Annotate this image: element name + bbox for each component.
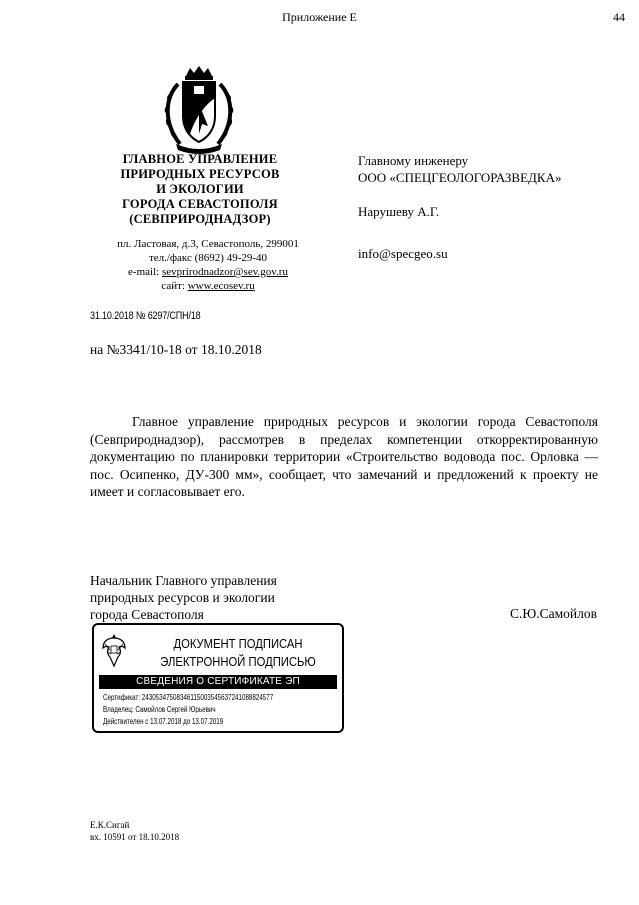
esign-title: ДОКУМЕНТ ПОДПИСАН [173, 637, 303, 651]
esign-owner: Владелец: Самойлов Сергей Юрьевич [103, 705, 216, 714]
org-site-label: сайт: [161, 280, 188, 292]
esign-validity: Действителен с 13.07.2018 до 13.07.2019 [103, 717, 224, 726]
org-name-line: ГЛАВНОЕ УПРАВЛЕНИЕ [122, 152, 278, 166]
esign-subtitle: ЭЛЕКТРОННОЙ ПОДПИСЬЮ [160, 655, 316, 669]
esign-cert-header: СВЕДЕНИЯ О СЕРТИФИКАТЕ ЭП [99, 675, 337, 689]
org-address: пл. Ластовая, д.3, Севастополь, 299001 [117, 238, 299, 250]
letter-body: Главное управление природных ресурсов и экологии города Севастополя (Севприроднадзор), рассмотрев в пределах компетенции откорректированную документацию по планировки территории «Строительство водовода пос. Орловка — пос. Осипенко, ДУ-300 мм», сообщает, что замечаний и предложений к проекту не имеет и согласовывает его. [90, 414, 598, 499]
signatory-name: С.Ю.Самойлов [509, 606, 597, 621]
page-number: 44 [613, 10, 625, 24]
org-email-row [90, 265, 326, 279]
esign-certificate: Сертификат: 24305347508346115003545637241088824577 [103, 693, 274, 702]
org-name-line: (СЕВПРИРОДНАДЗОР) [129, 212, 271, 226]
org-site-row [90, 279, 326, 293]
org-name-line: И ЭКОЛОГИИ [156, 182, 244, 196]
signatory-title [90, 572, 277, 623]
incoming-number: вх. 10591 от 18.10.2018 [90, 832, 180, 842]
signatory-title-line: города Севастополя [90, 607, 204, 622]
recipient-position: Главному инженеру [358, 153, 469, 168]
recipient-block [358, 152, 561, 262]
signatory-title-line: природных ресурсов и экологии [90, 590, 275, 605]
recipient-company: ООО «СПЕЦГЕОЛОГОРАЗВЕДКА» [358, 170, 562, 185]
appendix-label: Приложение Е [282, 10, 357, 24]
org-name-line: ГОРОДА СЕВАСТОПОЛЯ [122, 197, 278, 211]
organization-name [90, 152, 310, 227]
reference-number: на №3341/10-18 от 18.10.2018 [90, 342, 262, 357]
recipient-name: Нарушеву А.Г. [358, 204, 440, 219]
outgoing-number: 31.10.2018 № 6297/СПН/18 [90, 310, 201, 322]
recipient-email: info@specgeo.su [358, 246, 448, 261]
footer-block [90, 819, 179, 843]
org-phone: тел./факс (8692) 49-29-40 [148, 252, 268, 264]
coat-of-arms-icon [158, 64, 240, 154]
org-site-link[interactable]: www.ecosev.ru [187, 280, 255, 292]
org-name-line: ПРИРОДНЫХ РЕСУРСОВ [120, 167, 280, 181]
org-email-link[interactable]: sevprirodnadzor@sev.gov.ru [161, 266, 288, 278]
eagle-emblem-icon [101, 632, 127, 668]
organization-contacts [90, 237, 326, 293]
executor-name: Е.К.Сигай [90, 820, 130, 830]
electronic-signature-stamp [92, 623, 344, 733]
signatory-title-line: Начальник Главного управления [90, 573, 277, 588]
org-email-label: e-mail: [128, 266, 162, 278]
